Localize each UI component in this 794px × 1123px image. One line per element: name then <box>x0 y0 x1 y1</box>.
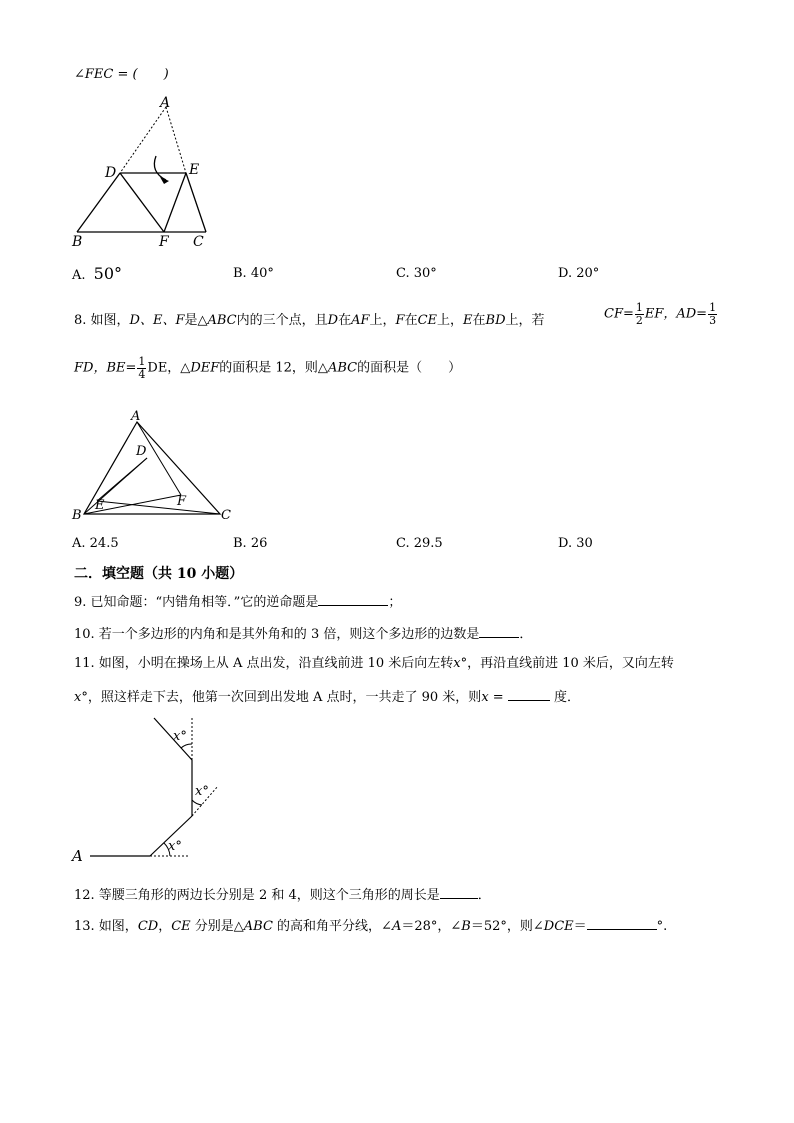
q8-label-D: D <box>136 444 147 459</box>
q13 <box>74 915 667 936</box>
q9-answer-blank[interactable] <box>318 591 388 606</box>
q11-answer-blank[interactable] <box>508 686 550 701</box>
q10-text: 10. 若一个多边形的内角和是其外角和的 3 倍，则这个多边形的边数是 <box>74 627 480 642</box>
q11-angle-label-2: x° <box>195 784 209 799</box>
q7-stem <box>74 66 169 84</box>
q7-option-a-value: 50° <box>93 264 123 283</box>
section-title-fill-blank: 二．填空题（共 10 小题） <box>74 566 244 582</box>
q8-label-A: A <box>131 409 141 424</box>
fraction-numerator: 1 <box>635 301 643 314</box>
q11-variable: x <box>481 690 489 705</box>
fraction-denominator: 4 <box>138 368 146 381</box>
q11-angle: x° <box>453 656 468 671</box>
q8-triangle-abc: ABC <box>327 360 358 376</box>
q8-ad: AD= <box>676 306 708 322</box>
q7-EC <box>186 173 206 232</box>
q7-label-A: A <box>160 95 171 111</box>
q8-text: 在 <box>404 313 418 328</box>
q8-segment: BD <box>485 313 506 328</box>
q13-text: ＝52°，则∠ <box>470 919 544 934</box>
fraction-numerator: 1 <box>709 301 717 314</box>
q8-option-d: D. 30 <box>558 536 593 551</box>
q8-segment: AF <box>351 313 370 328</box>
q8-text: 上， <box>437 313 464 328</box>
q8-fraction-quarter <box>137 356 146 381</box>
q7-option-d: D. 20° <box>558 266 600 281</box>
q13-answer-blank[interactable] <box>587 915 657 930</box>
q11-line-1 <box>74 655 674 673</box>
q7-option-b: B. 40° <box>233 266 274 281</box>
q7-option-a <box>72 264 122 283</box>
q7-dashed-AE <box>166 107 186 173</box>
q8-text: 8. 如图， <box>74 313 130 328</box>
q10-answer-blank[interactable] <box>479 623 519 638</box>
q8-fraction-half <box>635 302 644 327</box>
fraction-denominator: 2 <box>635 314 643 327</box>
q8-triangle-def: DEF <box>190 360 220 376</box>
q8-figure <box>70 408 250 523</box>
q8-label-B: B <box>72 508 82 523</box>
q12-end: ． <box>477 888 491 903</box>
q11-figure <box>70 708 230 868</box>
q8-label-F: F <box>177 494 187 509</box>
q7-label-B: B <box>72 234 83 250</box>
q11-equals: = <box>488 690 508 705</box>
q13-text: ， <box>158 919 172 934</box>
q11-text: 11. 如图，小明在操场上从 A 点出发，沿直线前进 10 米后向左转 <box>74 656 454 671</box>
q13-angle-a: A <box>391 919 402 934</box>
q13-angle-dce: DCE <box>543 919 574 934</box>
q11-arc-3 <box>181 744 192 748</box>
q8-fraction-third <box>708 302 717 327</box>
q8-line-2 <box>74 356 461 381</box>
q8-option-c: C. 29.5 <box>396 536 443 551</box>
q8-triangle: ABC <box>207 313 237 328</box>
q7-BD <box>77 173 120 232</box>
q13-text: 13. 如图， <box>74 919 138 934</box>
fraction-denominator: 3 <box>709 314 717 327</box>
q10-end: ． <box>519 627 533 642</box>
q8-text: 上， <box>369 313 396 328</box>
q7-dashed-AD <box>120 107 166 173</box>
q13-end: °. <box>656 919 668 934</box>
q8-text: 在 <box>472 313 486 328</box>
q11-text: ，照这样走下去，他第一次回到出发地 A 点时，一共走了 90 米，则 <box>87 690 482 705</box>
q8-fd: FD， <box>74 360 107 376</box>
q13-abc: ABC <box>243 919 273 934</box>
q8-text: 内的三个点，且 <box>236 313 328 328</box>
q8-text: 在 <box>338 313 352 328</box>
q10 <box>74 623 532 644</box>
q8-point: D <box>327 313 339 328</box>
q8-ratio-cf <box>604 302 718 327</box>
q9-end: ； <box>388 595 402 610</box>
q11-label-A: A <box>72 847 83 865</box>
q12-answer-blank[interactable] <box>440 884 478 899</box>
q8-option-b: B. 26 <box>233 536 268 551</box>
q8-text: 的面积是 12，则△ <box>219 360 328 376</box>
q11-line-2 <box>74 686 580 707</box>
q12 <box>74 884 491 905</box>
q7-option-c: C. 30° <box>396 266 437 281</box>
q13-text: 分别是△ <box>190 919 244 934</box>
q8-point: F <box>395 313 405 328</box>
q7-label-C: C <box>193 234 204 250</box>
q8-segment: CE <box>417 313 438 328</box>
q13-cd: CD <box>137 919 159 934</box>
q7-label-E: E <box>189 162 200 178</box>
q13-ce: CE <box>171 919 191 934</box>
q13-angle-b: B <box>461 919 471 934</box>
q8-cf: CF= <box>604 306 634 322</box>
q7-fold-arrow <box>154 156 166 180</box>
q7-DF <box>120 173 164 232</box>
q8-text: 上，若 <box>505 313 545 328</box>
q7-label-F: F <box>159 234 169 250</box>
q8-ef: EF， <box>644 306 677 322</box>
q8-text: 的面积是（ ） <box>357 360 462 376</box>
q13-text: ＝ <box>573 919 587 934</box>
q11-angle: x° <box>74 690 88 705</box>
q11-text: ，再沿直线前进 10 米后，又向左转 <box>467 656 674 671</box>
q8-label-C: C <box>221 508 231 523</box>
q8-be: BE= <box>106 360 137 376</box>
q8-points: D、E、F <box>129 313 185 328</box>
q8-text: DE，△ <box>147 360 191 376</box>
q7-figure <box>70 95 220 250</box>
q8-label-E: E <box>95 498 105 513</box>
q11-angle-label-3: x° <box>173 729 187 744</box>
q11-end: 度． <box>549 690 580 705</box>
q7-arrow-head <box>160 177 169 184</box>
q7-option-a-label: A. <box>72 268 86 283</box>
q11-angle-label-1: x° <box>168 839 182 854</box>
q8-text: 是△ <box>184 313 208 328</box>
q9 <box>74 591 401 612</box>
q8-line-1 <box>74 312 545 330</box>
q8-point: E <box>463 313 473 328</box>
q13-text: ＝28°，∠ <box>401 919 462 934</box>
q13-text: 的高和角平分线，∠ <box>272 919 392 934</box>
q12-text: 12. 等腰三角形的两边长分别是 2 和 4，则这个三角形的周长是 <box>74 888 440 903</box>
q7-label-D: D <box>105 165 117 181</box>
q11-arc-2 <box>192 800 202 805</box>
q8-option-a: A. 24.5 <box>72 536 119 551</box>
fraction-numerator: 1 <box>138 355 146 368</box>
q7-stem-text: ∠FEC = ( ) <box>74 67 169 82</box>
q9-text: 9. 已知命题：“内错角相等．”它的逆命题是 <box>74 595 319 610</box>
